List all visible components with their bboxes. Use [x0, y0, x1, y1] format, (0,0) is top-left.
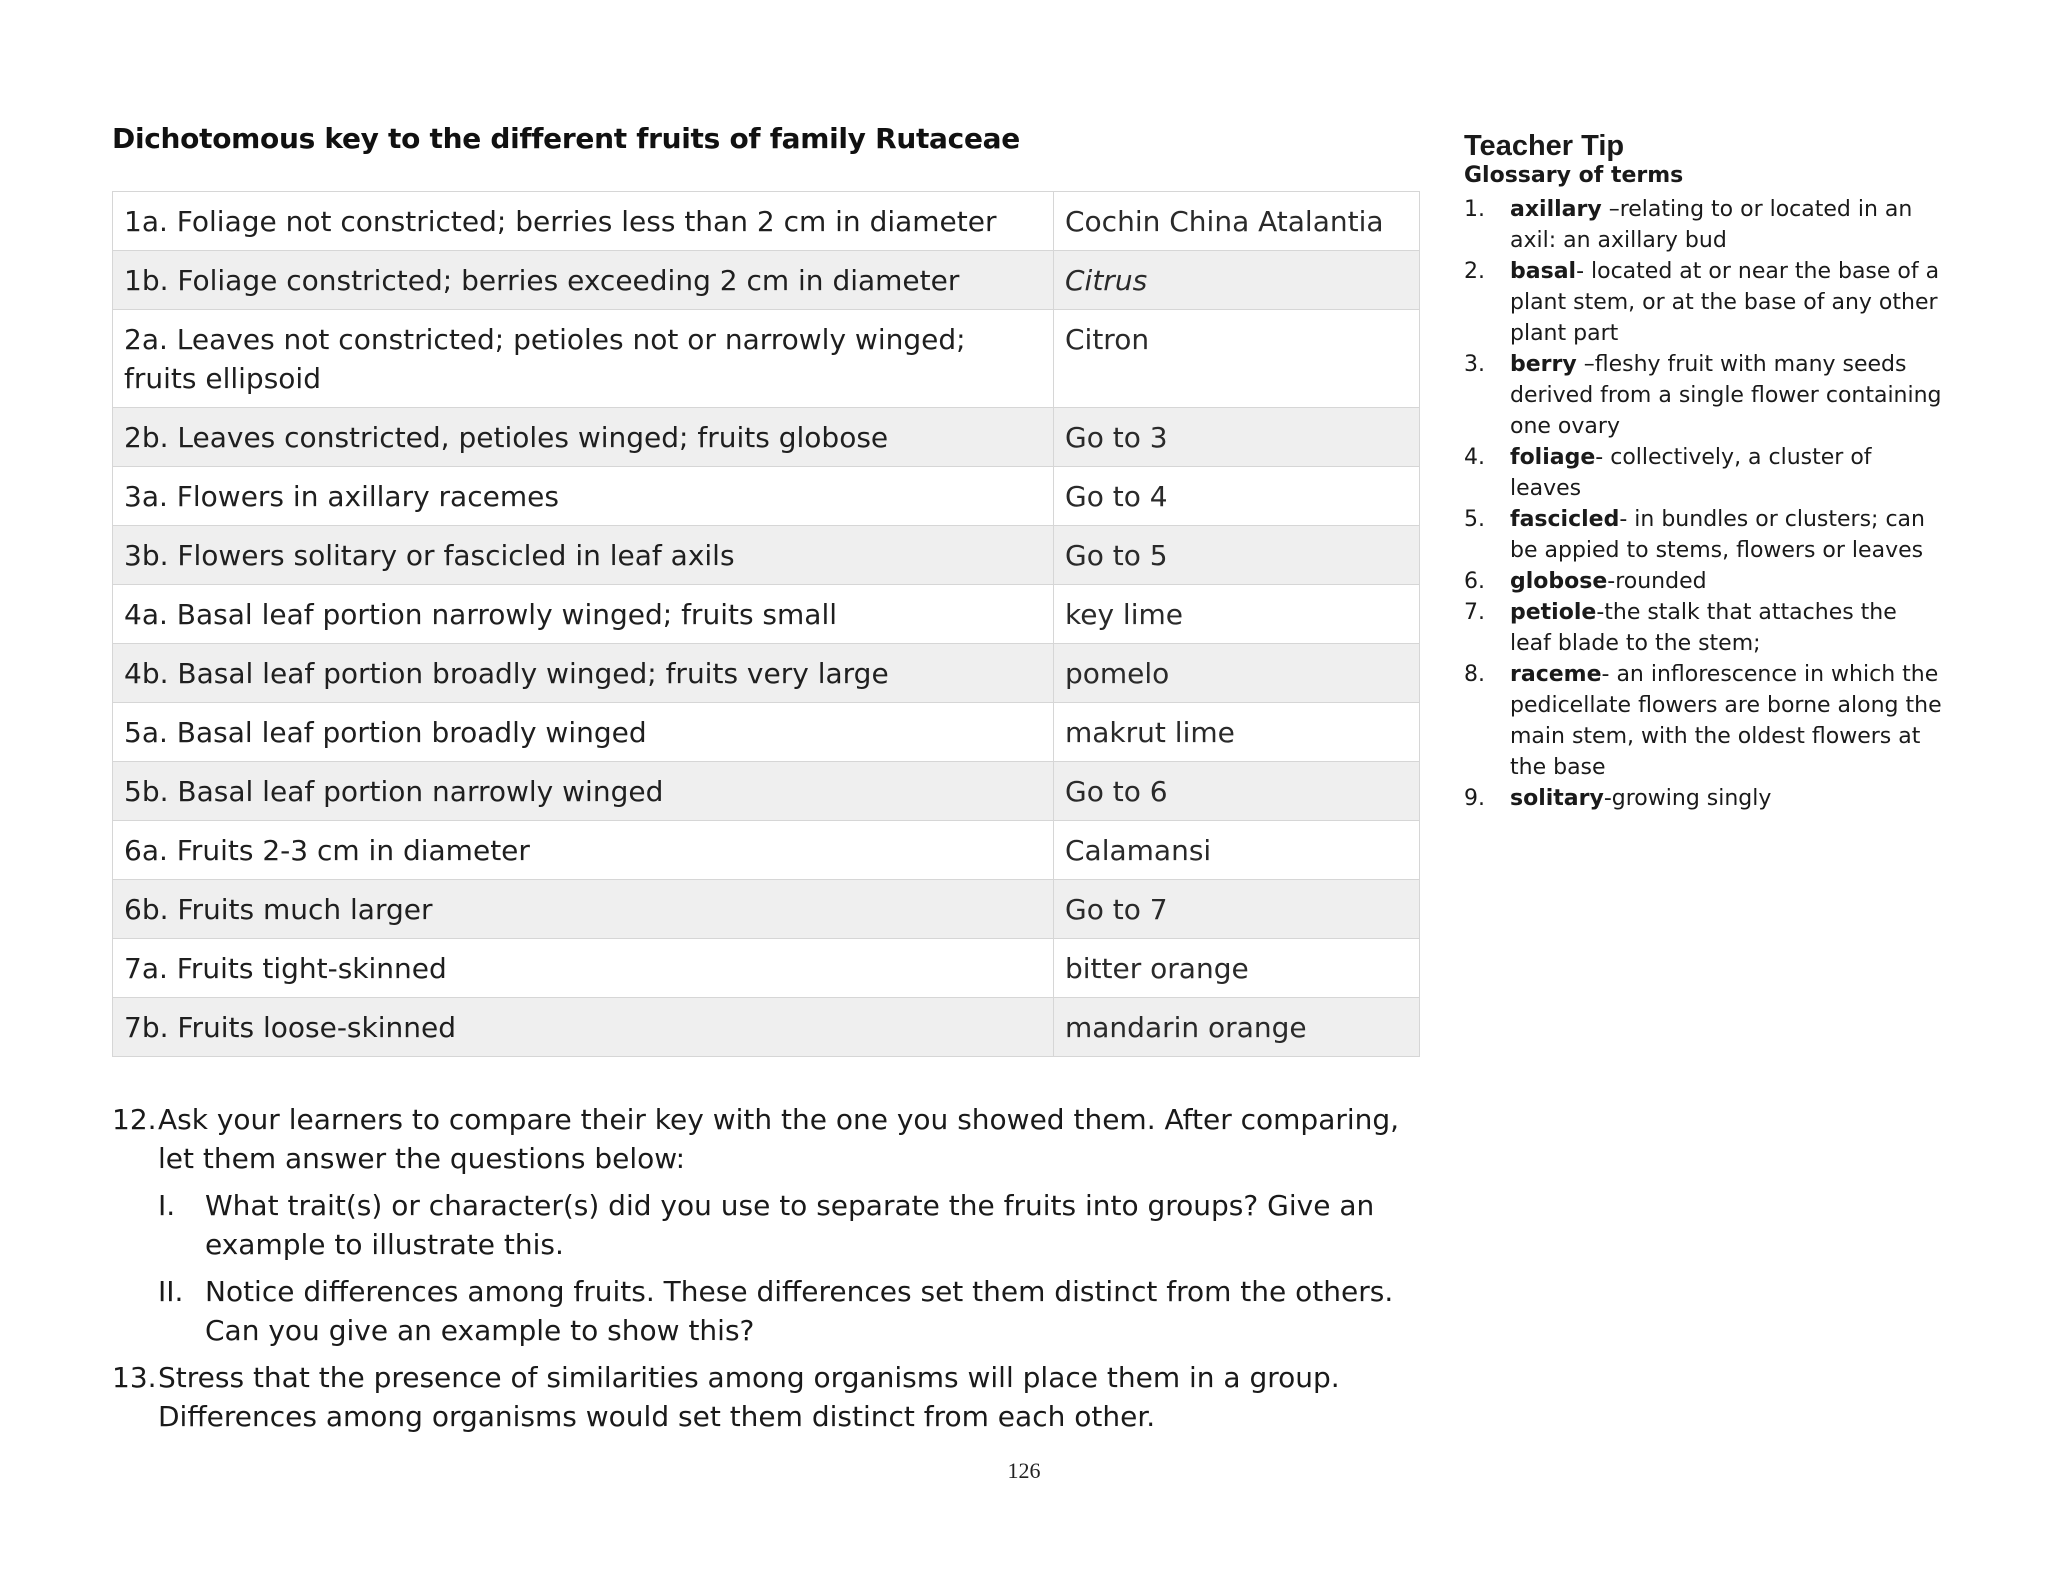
table-row	[113, 644, 1420, 703]
instructions-list	[112, 1100, 1432, 1436]
key-result: Go to 4	[1054, 467, 1420, 526]
key-result: Go to 7	[1054, 880, 1420, 939]
glossary-definition: - located at or near the base of a plant stem, or at the base of any other plant part	[1510, 259, 1940, 346]
table-row	[113, 526, 1420, 585]
key-result: key lime	[1054, 585, 1420, 644]
glossary-term: petiole	[1510, 600, 1597, 625]
glossary-definition: -growing singly	[1603, 786, 1772, 811]
glossary-item	[1464, 504, 1944, 566]
question-item	[112, 1186, 1432, 1264]
glossary-item	[1464, 659, 1944, 783]
glossary-term: axillary	[1510, 197, 1602, 222]
glossary-item	[1464, 597, 1944, 659]
glossary-item	[1464, 256, 1944, 349]
key-result: Citrus	[1054, 251, 1420, 310]
key-description: 5a. Basal leaf portion broadly winged	[113, 703, 1054, 762]
glossary-number: 3.	[1464, 352, 1485, 377]
glossary-number: 4.	[1464, 445, 1485, 470]
glossary-definition: –relating to or located in an axil: an axillary bud	[1510, 197, 1913, 253]
key-result: Citron	[1054, 310, 1420, 408]
glossary-number: 9.	[1464, 786, 1485, 811]
glossary-number: 7.	[1464, 600, 1485, 625]
glossary-number: 6.	[1464, 569, 1485, 594]
page-number: 126	[1007, 1458, 1041, 1483]
question-text: What trait(s) or character(s) did you use to separate the fruits into groups? Give an example to illustrate this.	[205, 1189, 1375, 1261]
glossary-term: globose	[1510, 569, 1608, 594]
table-row	[113, 310, 1420, 408]
glossary-item	[1464, 349, 1944, 442]
table-row	[113, 251, 1420, 310]
key-description: 7a. Fruits tight-skinned	[113, 939, 1054, 998]
glossary-number: 8.	[1464, 662, 1485, 687]
glossary-heading: Glossary of terms	[1464, 163, 1684, 188]
table-row	[113, 762, 1420, 821]
table-row	[113, 880, 1420, 939]
key-result: makrut lime	[1054, 703, 1420, 762]
glossary-term: basal	[1510, 259, 1577, 284]
instruction-item	[112, 1100, 1432, 1178]
question-number: II.	[158, 1275, 184, 1308]
glossary-term: fascicled	[1510, 507, 1620, 532]
key-description: 5b. Basal leaf portion narrowly winged	[113, 762, 1054, 821]
document-title: Dichotomous key to the different fruits of family Rutaceae	[112, 122, 1020, 155]
instruction-number: 12.	[112, 1103, 157, 1136]
table-row	[113, 703, 1420, 762]
glossary-list	[1464, 194, 1944, 814]
glossary-definition: - an inflorescence in which the pedicellate flowers are borne along the main stem, with the oldest flowers at the base	[1510, 662, 1942, 780]
key-result: bitter orange	[1054, 939, 1420, 998]
glossary-number: 2.	[1464, 259, 1485, 284]
key-result: pomelo	[1054, 644, 1420, 703]
key-result: Go to 3	[1054, 408, 1420, 467]
glossary-term: raceme	[1510, 662, 1602, 687]
question-number: I.	[158, 1189, 176, 1222]
glossary-term: foliage	[1510, 445, 1596, 470]
glossary-definition: - collectively, a cluster of leaves	[1510, 445, 1872, 501]
key-description: 6b. Fruits much larger	[113, 880, 1054, 939]
instruction-text: Ask your learners to compare their key with the one you showed them. After comparing, let them answer the questions below:	[158, 1103, 1400, 1175]
question-text: Notice differences among fruits. These differences set them distinct from the others. Can you give an example to show this?	[205, 1275, 1394, 1347]
key-description: 4a. Basal leaf portion narrowly winged; fruits small	[113, 585, 1054, 644]
glossary-term: solitary	[1510, 786, 1604, 811]
instruction-number: 13.	[112, 1361, 157, 1394]
key-description: 7b. Fruits loose-skinned	[113, 998, 1054, 1057]
table-row	[113, 408, 1420, 467]
table-row	[113, 192, 1420, 251]
glossary-definition: -rounded	[1607, 569, 1707, 594]
table-row	[113, 585, 1420, 644]
key-description: 2a. Leaves not constricted; petioles not or narrowly winged; fruits ellipsoid	[113, 310, 1054, 408]
glossary-item	[1464, 783, 1944, 814]
teacher-tip-panel	[1464, 130, 1944, 814]
instruction-text: Stress that the presence of similarities among organisms will place them in a group. Differences among organisms would set them distinct from each other.	[158, 1361, 1340, 1433]
key-description: 3b. Flowers solitary or fascicled in leaf axils	[113, 526, 1054, 585]
key-description: 2b. Leaves constricted, petioles winged; fruits globose	[113, 408, 1054, 467]
key-result: Calamansi	[1054, 821, 1420, 880]
question-item	[112, 1272, 1432, 1350]
key-result: Go to 6	[1054, 762, 1420, 821]
glossary-item	[1464, 442, 1944, 504]
key-result: mandarin orange	[1054, 998, 1420, 1057]
table-row	[113, 998, 1420, 1057]
glossary-definition: –fleshy fruit with many seeds derived from a single flower containing one ovary	[1510, 352, 1942, 439]
glossary-definition: - in bundles or clusters; can be appied to stems, flowers or leaves	[1510, 507, 1925, 563]
key-description: 4b. Basal leaf portion broadly winged; fruits very large	[113, 644, 1054, 703]
glossary-item	[1464, 194, 1944, 256]
glossary-item	[1464, 566, 1944, 597]
key-description: 6a. Fruits 2-3 cm in diameter	[113, 821, 1054, 880]
key-result: Cochin China Atalantia	[1054, 192, 1420, 251]
key-description: 3a. Flowers in axillary racemes	[113, 467, 1054, 526]
dichotomous-key-table	[112, 191, 1420, 1057]
instruction-item	[112, 1358, 1432, 1436]
glossary-term: berry	[1510, 352, 1577, 377]
table-row	[113, 467, 1420, 526]
glossary-number: 1.	[1464, 197, 1485, 222]
key-result: Go to 5	[1054, 526, 1420, 585]
glossary-definition: -the stalk that attaches the leaf blade to the stem;	[1510, 600, 1897, 656]
table-row	[113, 939, 1420, 998]
teacher-tip-heading: Teacher Tip	[1464, 130, 1625, 162]
key-description: 1b. Foliage constricted; berries exceeding 2 cm in diameter	[113, 251, 1054, 310]
glossary-number: 5.	[1464, 507, 1485, 532]
table-row	[113, 821, 1420, 880]
key-description: 1a. Foliage not constricted; berries less than 2 cm in diameter	[113, 192, 1054, 251]
